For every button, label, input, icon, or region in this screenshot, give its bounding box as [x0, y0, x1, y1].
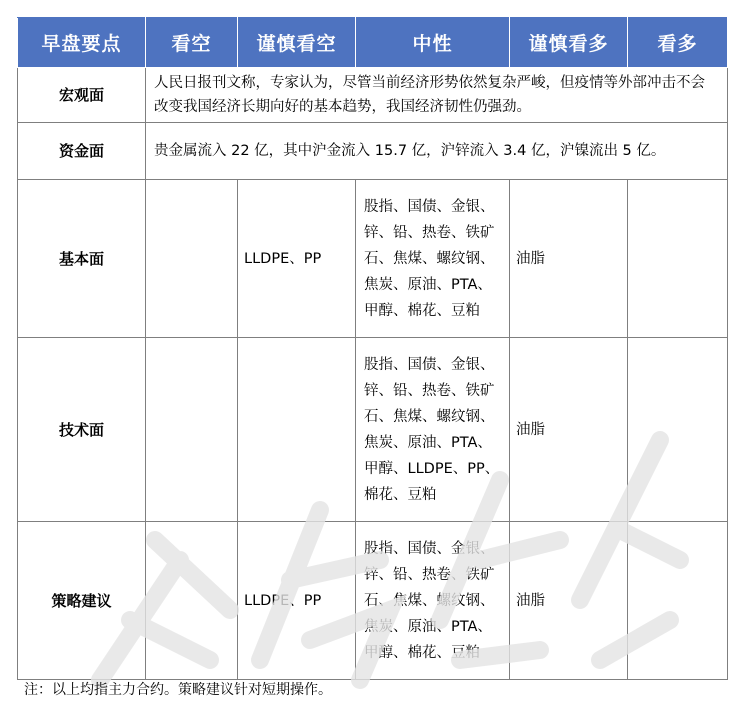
- header-summary: 早盘要点: [18, 18, 146, 68]
- macro-text: 人民日报刊文称，专家认为，尽管当前经济形势依然复杂严峻，但疫情等外部冲击不会改变我国经济长期向好的基本趋势，我国经济韧性仍强劲。: [146, 68, 728, 123]
- row-macro: [18, 68, 728, 123]
- row-label-strategy: 策略建议: [18, 522, 146, 680]
- strategy-cautious-bullish: 油脂: [510, 522, 628, 680]
- technical-neutral: 股指、国债、金银、锌、铅、热卷、铁矿石、焦煤、螺纹钢、焦炭、原油、PTA、甲醇、LLDPE、PP、棉花、豆粕: [356, 338, 510, 522]
- row-label-fundamental: 基本面: [18, 180, 146, 338]
- morning-summary-table: [17, 17, 728, 680]
- header-row: [18, 18, 728, 68]
- funds-text: 贵金属流入 22 亿，其中沪金流入 15.7 亿，沪锌流入 3.4 亿，沪镍流出 5 亿。: [146, 123, 728, 180]
- fundamental-bearish: [146, 180, 238, 338]
- morning-summary-table-wrapper: [17, 17, 727, 680]
- row-technical: [18, 338, 728, 522]
- fundamental-neutral: 股指、国债、金银、锌、铅、热卷、铁矿石、焦煤、螺纹钢、焦炭、原油、PTA、甲醇、棉花、豆粕: [356, 180, 510, 338]
- strategy-neutral: 股指、国债、金银、锌、铅、热卷、铁矿石、焦煤、螺纹钢、焦炭、原油、PTA、甲醇、棉花、豆粕: [356, 522, 510, 680]
- row-funds: [18, 123, 728, 180]
- fundamental-cautious-bullish: 油脂: [510, 180, 628, 338]
- strategy-bullish: [628, 522, 728, 680]
- row-fundamental: [18, 180, 728, 338]
- row-label-macro: 宏观面: [18, 68, 146, 123]
- technical-cautious-bullish: 油脂: [510, 338, 628, 522]
- technical-bullish: [628, 338, 728, 522]
- strategy-bearish: [146, 522, 238, 680]
- fundamental-cautious-bearish: LLDPE、PP: [238, 180, 356, 338]
- row-label-technical: 技术面: [18, 338, 146, 522]
- technical-bearish: [146, 338, 238, 522]
- strategy-cautious-bearish: LLDPE、PP: [238, 522, 356, 680]
- technical-cautious-bearish: [238, 338, 356, 522]
- header-cautious-bearish: 谨慎看空: [238, 18, 356, 68]
- header-neutral: 中性: [356, 18, 510, 68]
- row-label-funds: 资金面: [18, 123, 146, 180]
- row-strategy: [18, 522, 728, 680]
- footnote: 注：以上均指主力合约。策略建议针对短期操作。: [24, 682, 332, 698]
- header-cautious-bullish: 谨慎看多: [510, 18, 628, 68]
- header-bullish: 看多: [628, 18, 728, 68]
- header-bearish: 看空: [146, 18, 238, 68]
- fundamental-bullish: [628, 180, 728, 338]
